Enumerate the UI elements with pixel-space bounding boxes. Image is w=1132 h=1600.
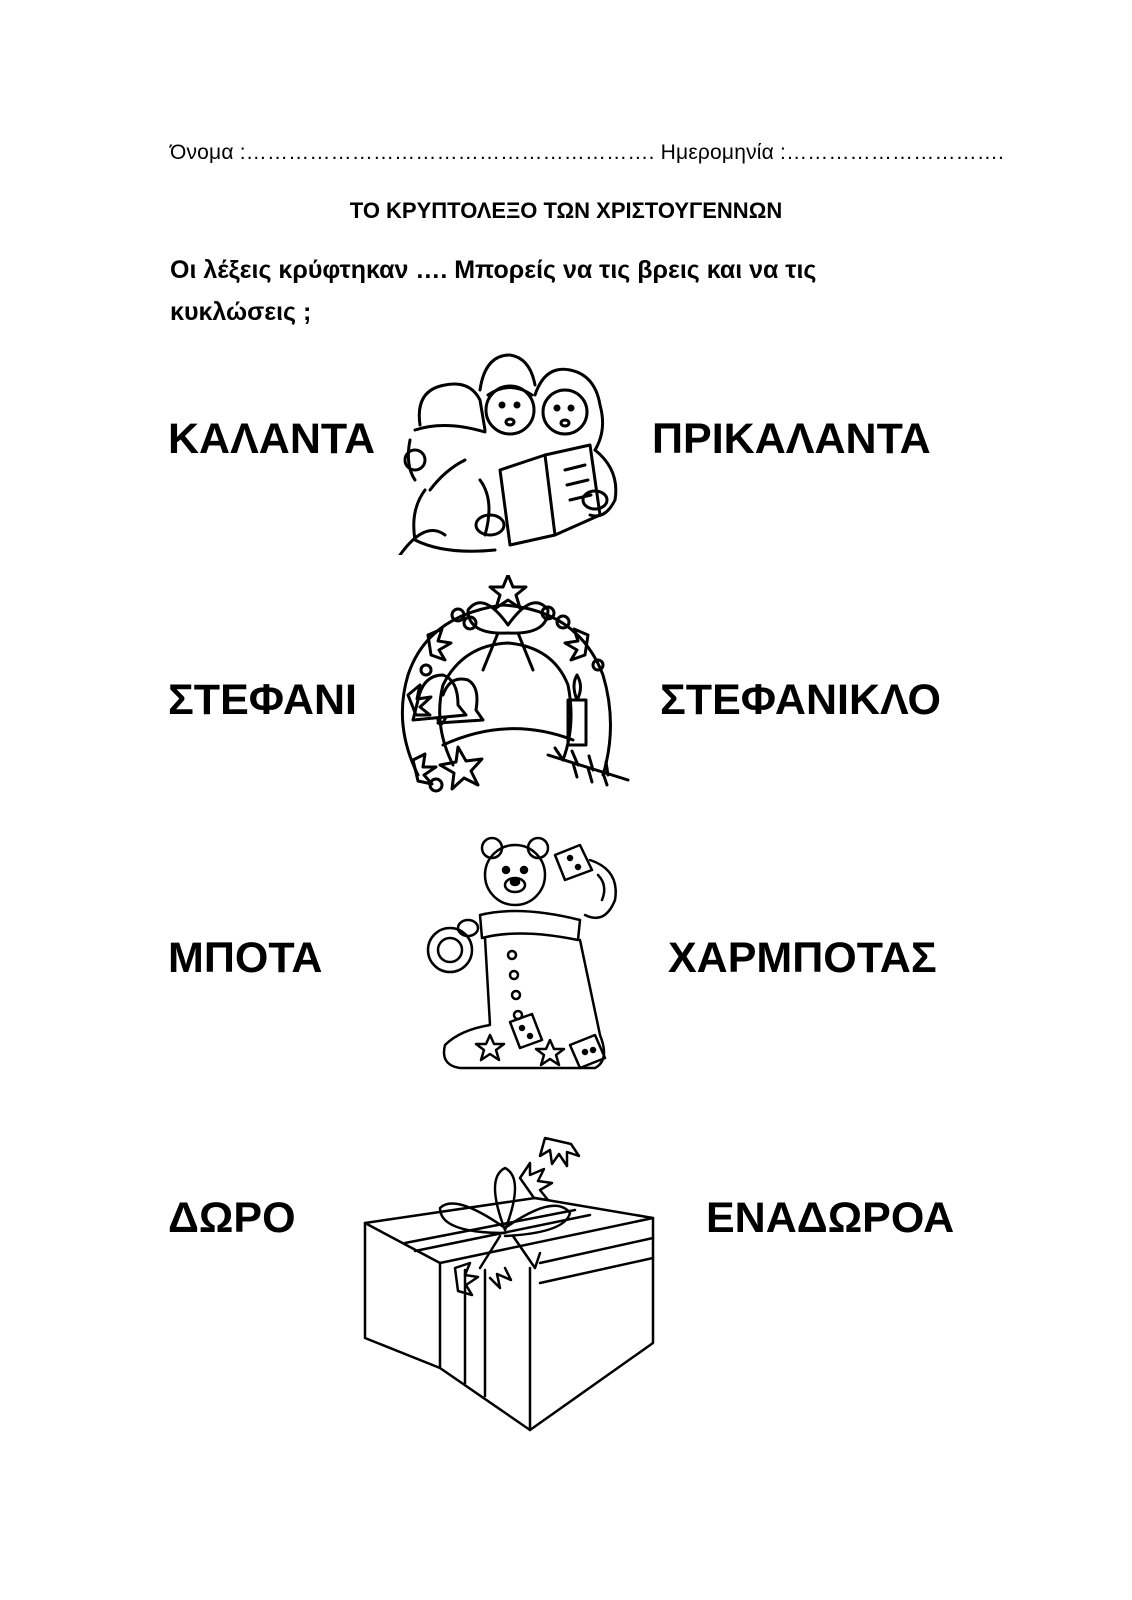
date-label: Ημερομηνία : (660, 141, 787, 164)
puzzle-xarmpotas[interactable]: ΧΑΡΜΠΟΤΑΣ (668, 934, 937, 982)
name-date-line (170, 141, 1004, 165)
worksheet-title: ΤΟ ΚΡΥΠΤΟΛΕΞΟ ΤΩΝ ΧΡΙΣΤΟΥΓΕΝΝΩΝ (349, 198, 783, 223)
word-stefani: ΣΤΕΦΑΝΙ (168, 676, 357, 724)
puzzle-enadoroa[interactable]: ΕΝΑΔΩΡΟΑ (706, 1194, 955, 1242)
date-blank[interactable]: …………………………. (786, 141, 1005, 164)
name-blank[interactable]: …………………………………………………. (245, 141, 655, 164)
word-mpota: ΜΠΟΤΑ (168, 934, 323, 982)
carol-singers-icon (385, 350, 635, 555)
instructions-line-1: Οι λέξεις κρύφτηκαν …. Μπορείς να τις βρεις και να τις (170, 256, 817, 284)
puzzle-prikalanta[interactable]: ΠΡΙΚΑΛΑΝΤΑ (652, 415, 931, 463)
name-label: Όνομα : (170, 141, 246, 164)
instructions-line-2: κυκλώσεις ; (170, 298, 312, 326)
christmas-stocking-icon (420, 830, 630, 1080)
christmas-wreath-icon (388, 575, 633, 805)
puzzle-stefaniklo[interactable]: ΣΤΕΦΑΝΙΚΛΟ (660, 676, 941, 724)
gift-box-icon (355, 1118, 660, 1438)
word-doro: ΔΩΡΟ (168, 1194, 296, 1242)
word-kalanta: ΚΑΛΑΝΤΑ (168, 415, 376, 463)
